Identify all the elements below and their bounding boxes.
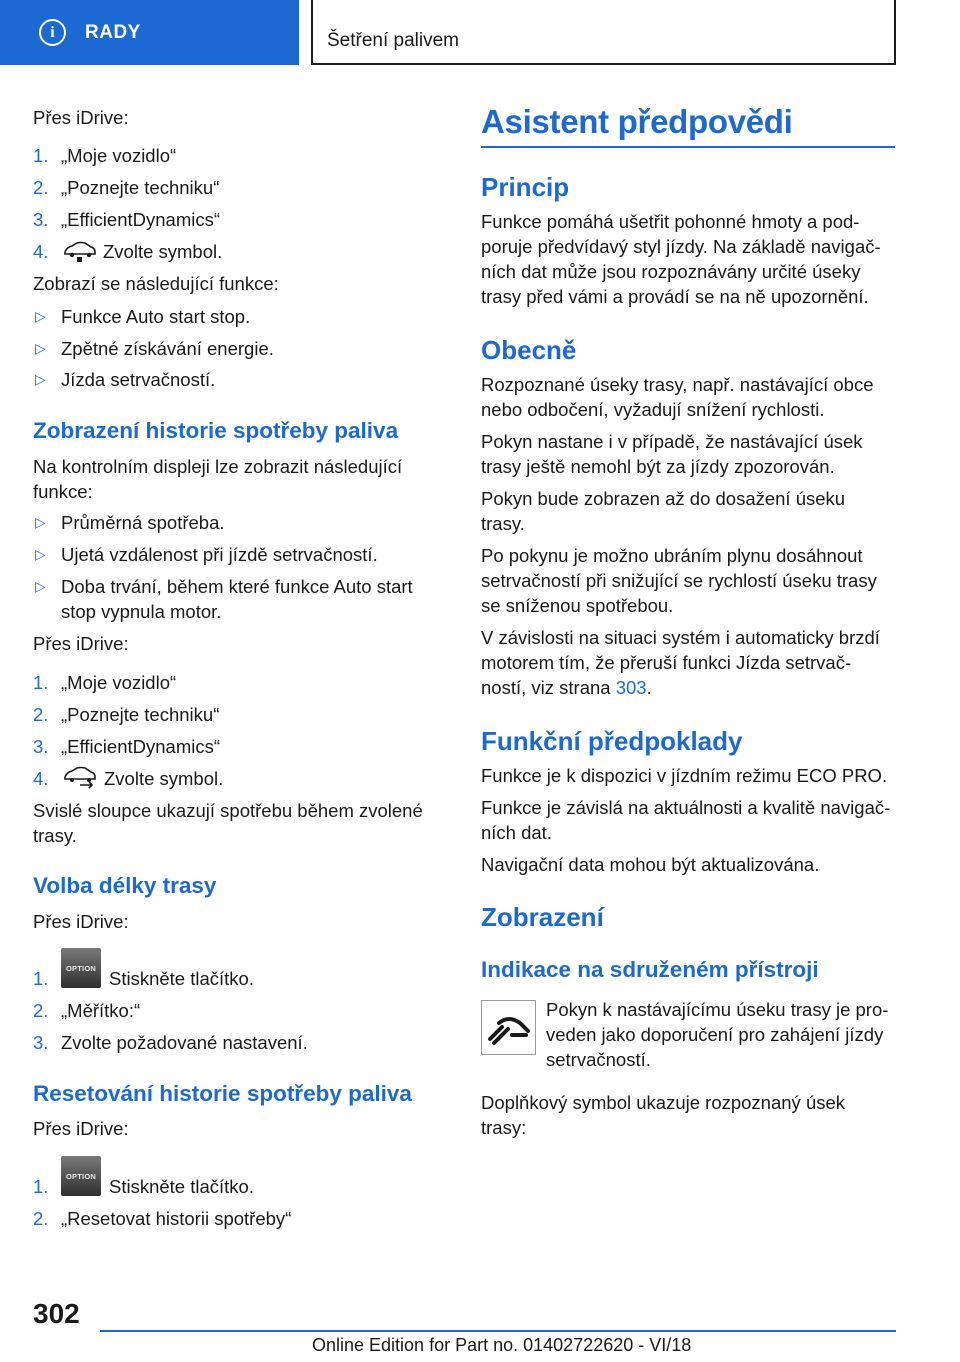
step-number: 4. <box>33 768 49 789</box>
general-line: Pokyn nastane i v případě, že nastávající úsek <box>481 431 863 452</box>
step-text: „Poznejte techniku“ <box>61 704 220 725</box>
bars-text-line: trasy. <box>33 825 77 846</box>
requirements-line: ních dat. <box>481 822 552 843</box>
general-line: Pokyn bude zobrazen až do dosažení úseku <box>481 488 846 509</box>
page-number: 302 <box>33 1298 80 1329</box>
general-heading: Obecně <box>481 335 577 365</box>
step-number: 1. <box>33 968 49 989</box>
option-button-label: OPTION <box>66 963 96 973</box>
heading-rule <box>481 146 895 148</box>
bullet-icon: ▷ <box>35 308 46 324</box>
step-text: Stiskněte tlačítko. <box>109 1176 254 1197</box>
step-text: Zvolte symbol. <box>103 241 223 262</box>
car-history-icon <box>62 765 98 789</box>
bullet-icon: ▷ <box>35 546 46 562</box>
general-line: Po pokynu je možno ubráním plynu dosáhnout <box>481 545 863 566</box>
step-text: „Moje vozidlo“ <box>61 672 177 693</box>
cluster-line: Pokyn k nastávajícímu úseku trasy je pro‐ <box>546 999 889 1020</box>
route-length-heading: Volba délky trasy <box>33 873 217 898</box>
general-line: V závislosti na situaci systém i automaticky brzdí <box>481 627 880 648</box>
info-icon <box>39 19 66 46</box>
function-item: Jízda setrvačností. <box>61 369 216 390</box>
history-item: Ujetá vzdálenost při jízdě setrvačností. <box>61 544 378 565</box>
general-line: setrvačností při snižující se rychlostí úseku trasy <box>481 570 877 591</box>
display-heading: Zobrazení <box>481 902 604 932</box>
principle-heading: Princip <box>481 172 570 202</box>
general-line-with-link <box>481 675 652 700</box>
general-line: nebo odbočení, vyžadují snížení rychlosti. <box>481 399 825 420</box>
principle-line: ních dat může jsou rozpoznávány určité úseky <box>481 261 861 282</box>
step-number: 2. <box>33 1208 49 1229</box>
principle-line: Funkce pomáhá ušetřit pohonné hmoty a pod‐ <box>481 211 860 232</box>
car-efficiency-icon <box>62 239 98 263</box>
bars-text-line: Svislé sloupce ukazují spotřebu během zvolené <box>33 800 423 821</box>
functions-intro: Zobrazí se následující funkce: <box>33 273 279 294</box>
cluster-line: veden jako doporučení pro zahájení jízdy <box>546 1024 884 1045</box>
extra-symbol-line: Doplňkový symbol ukazuje rozpoznaný úsek <box>481 1092 846 1113</box>
general-line: trasy ještě nemohl být za jízdy zpozorován. <box>481 456 835 477</box>
option-button-label: OPTION <box>66 1171 96 1181</box>
info-icon-glyph: i <box>50 23 55 41</box>
edition-text: Online Edition for Part no. 01402722620 - VI/18 <box>312 1335 692 1355</box>
option-button-icon <box>61 1156 101 1196</box>
cluster-heading: Indikace na sdruženém přístroji <box>481 957 819 982</box>
principle-line: trasy před vámi a provádí se na ně upozornění. <box>481 286 869 307</box>
step-number: 2. <box>33 177 49 198</box>
history-intro-line: Na kontrolním displeji lze zobrazit následující <box>33 456 403 477</box>
step-number: 1. <box>33 672 49 693</box>
chapter-title: Šetření palivem <box>327 30 460 51</box>
step-text: Stiskněte tlačítko. <box>109 968 254 989</box>
step-number: 2. <box>33 704 49 725</box>
step-number: 3. <box>33 1032 49 1053</box>
section-tab[interactable] <box>0 0 299 65</box>
step-text: „Měřítko:“ <box>61 1000 141 1021</box>
history-item: Doba trvání, během které funkce Auto start <box>61 576 413 597</box>
general-line: trasy. <box>481 513 525 534</box>
function-item: Zpětné získávání energie. <box>61 338 274 359</box>
bullet-icon: ▷ <box>35 578 46 594</box>
history-intro-line: funkce: <box>33 481 93 502</box>
step-text: „Resetovat historii spotřeby“ <box>61 1208 292 1229</box>
step-number: 3. <box>33 736 49 757</box>
chapter-title-box <box>311 0 896 65</box>
requirements-line: Navigační data mohou být aktualizována. <box>481 854 820 875</box>
main-heading: Asistent předpovědi <box>481 103 793 140</box>
step-number: 2. <box>33 1000 49 1021</box>
via-idrive-text: Přes iDrive: <box>33 911 129 932</box>
page-link-303[interactable]: 303 <box>615 677 647 698</box>
principle-line: poruje předvídavý styl jízdy. Na základě navigač‐ <box>481 236 881 257</box>
requirements-line: Funkce je závislá na aktuálnosti a kvalitě navigač‐ <box>481 797 891 818</box>
via-idrive-text: Přes iDrive: <box>33 633 129 654</box>
reset-heading: Resetování historie spotřeby paliva <box>33 1081 412 1106</box>
via-idrive-text: Přes iDrive: <box>33 1118 129 1139</box>
step-text: „EfficientDynamics“ <box>61 209 221 230</box>
requirements-heading: Funkční předpoklady <box>481 726 743 756</box>
general-line: motorem tím, že přeruší funkci Jízda setrvač‐ <box>481 652 852 673</box>
bullet-icon: ▷ <box>35 371 46 387</box>
step-text: Zvolte požadované nastavení. <box>61 1032 308 1053</box>
history-item-cont: stop vypnula motor. <box>61 601 222 622</box>
step-text: „Poznejte techniku“ <box>61 177 220 198</box>
history-heading: Zobrazení historie spotřeby paliva <box>33 418 399 443</box>
general-line-end: . <box>646 677 652 698</box>
general-line: Rozpoznané úseky trasy, např. nastávající obce <box>481 374 874 395</box>
step-text: Zvolte symbol. <box>104 768 224 789</box>
step-text: „Moje vozidlo“ <box>61 145 177 166</box>
history-item: Průměrná spotřeba. <box>61 512 225 533</box>
step-number: 3. <box>33 209 49 230</box>
bullet-icon: ▷ <box>35 340 46 356</box>
cluster-line: setrvačností. <box>546 1049 651 1070</box>
section-tab-label: RADY <box>85 21 141 43</box>
step-number: 1. <box>33 145 49 166</box>
step-number: 4. <box>33 241 49 262</box>
general-line: se sníženou spotřebou. <box>481 595 674 616</box>
step-text: „EfficientDynamics“ <box>61 736 221 757</box>
bullet-icon: ▷ <box>35 514 46 530</box>
extra-symbol-line: trasy: <box>481 1117 527 1138</box>
step-number: 1. <box>33 1176 49 1197</box>
general-line-text: ností, viz strana <box>481 677 616 698</box>
via-idrive-text: Přes iDrive: <box>33 107 129 128</box>
function-item: Funkce Auto start stop. <box>61 306 251 327</box>
road-curve-symbol-icon <box>481 1000 536 1055</box>
requirements-line: Funkce je k dispozici v jízdním režimu ECO PRO. <box>481 765 888 786</box>
footer-rule <box>100 1330 896 1332</box>
option-button-icon <box>61 948 101 988</box>
